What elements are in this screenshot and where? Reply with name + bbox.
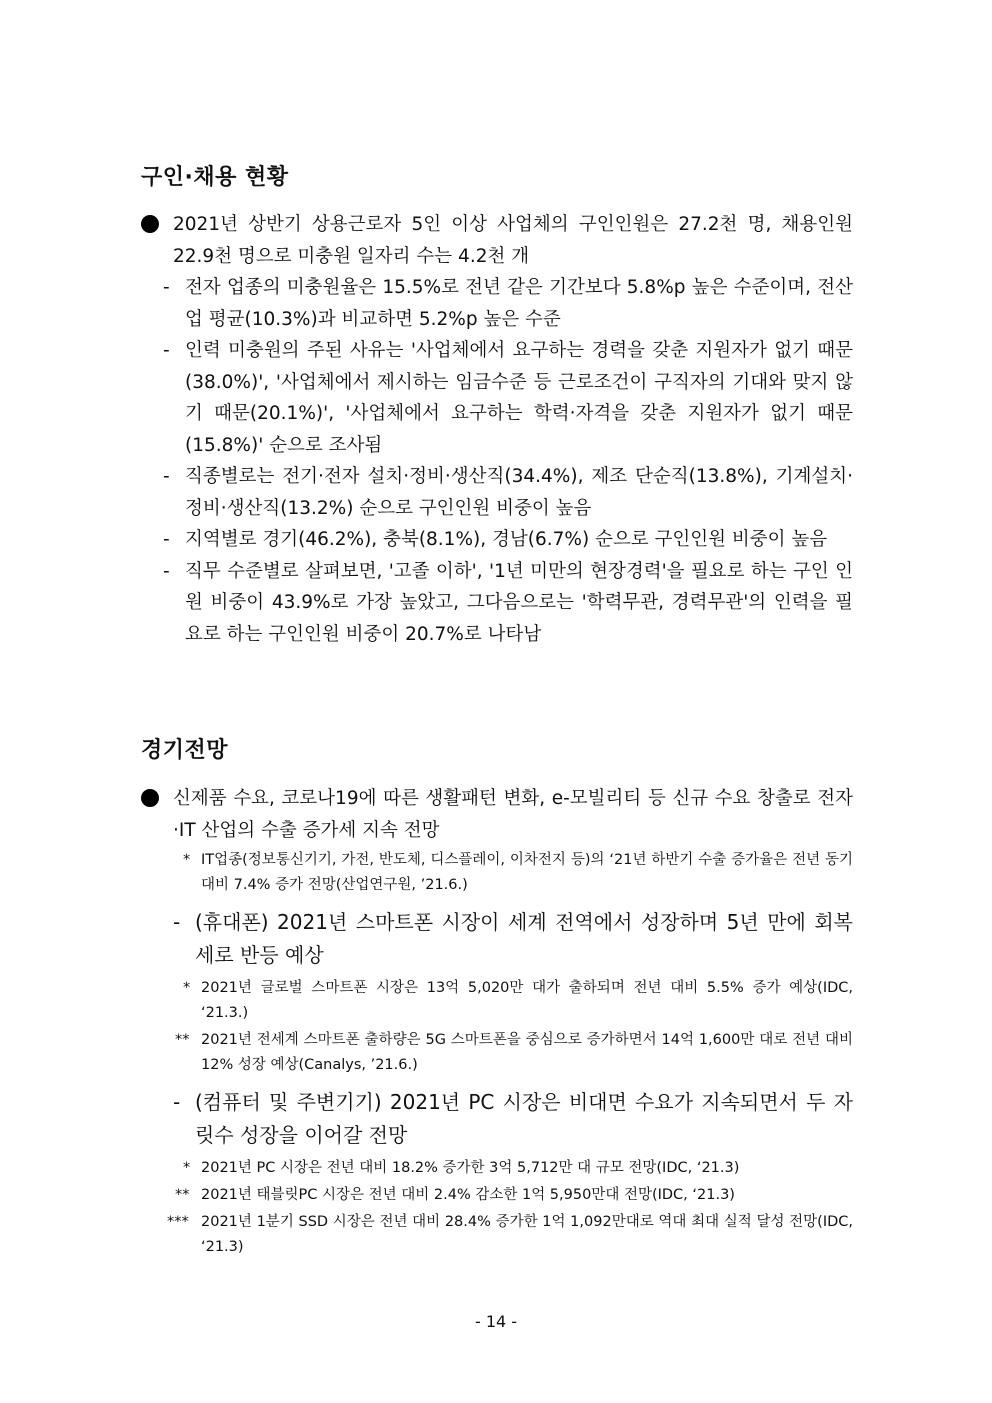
- footnote-marker: *: [183, 980, 191, 996]
- bullet-item-outlook-summary: [141, 783, 853, 846]
- footnote: [141, 976, 853, 1026]
- footnote: [141, 848, 853, 898]
- list-item: [141, 272, 853, 335]
- list-item-text: (휴대폰) 2021년 스마트폰 시장이 세계 전역에서 성장하며 5년 만에 회복세로 반등 예상: [195, 910, 853, 967]
- footnote-text: IT업종(정보통신기기, 가전, 반도체, 디스플레이, 이차전지 등)의 ‘21년 하반기 수출 증가율은 전년 동기 대비 7.4% 증가 전망(산업연구원, ’21.6.): [201, 852, 853, 893]
- list-item-text: 직종별로는 전기·전자 설치·정비·생산직(34.4%), 제조 단순직(13.8%), 기계설치·정비·생산직(13.2%) 순으로 구인인원 비중이 높음: [185, 466, 853, 519]
- list-item-text: 지역별로 경기(46.2%), 충북(8.1%), 경남(6.7%) 순으로 구인인원 비중이 높음: [185, 529, 828, 550]
- footnote-marker: *: [183, 852, 191, 868]
- list-item-text: 인력 미충원의 주된 사유는 '사업체에서 요구하는 경력을 갖춘 지원자가 없기 때문(38.0%)', '사업체에서 제시하는 임금수준 등 근로조건이 구직자의 기대와 맞지 않기 때문(20.1%)', '사업체에서 요구하는 학력·자격을 갖춘 지원자가 없기 때문(15.8%)' 순으로 조사됨: [185, 340, 853, 456]
- dash-marker: -: [163, 277, 170, 298]
- list-item-text: (컴퓨터 및 주변기기) 2021년 PC 시장은 비대면 수요가 지속되면서 두 자릿수 성장을 이어갈 전망: [195, 1090, 853, 1147]
- footnote-marker: **: [175, 1187, 190, 1203]
- dash-marker: -: [173, 1090, 181, 1114]
- list-item-phone: [141, 906, 853, 972]
- dash-marker: -: [163, 560, 170, 582]
- list-item: [141, 556, 853, 651]
- footnote-marker: **: [175, 1032, 190, 1048]
- footnote-text: 2021년 PC 시장은 전년 대비 18.2% 증가한 3억 5,712만 대 규모 전망(IDC, ‘21.3): [201, 1160, 740, 1176]
- footnote-text: 2021년 태블릿PC 시장은 전년 대비 2.4% 감소한 1억 5,950만대 전망(IDC, ‘21.3): [201, 1187, 735, 1203]
- bullet-dot-icon: [141, 789, 159, 807]
- dash-marker: -: [163, 340, 170, 361]
- footnote-text: 2021년 전세계 스마트폰 출하량은 5G 스마트폰을 중심으로 증가하면서 14억 1,600만 대로 전년 대비 12% 성장 예상(Canalys, ’21.6.): [201, 1032, 853, 1073]
- list-item: [141, 461, 853, 524]
- footnote-marker: ***: [167, 1214, 189, 1230]
- dash-marker: -: [163, 529, 170, 550]
- list-item-text: 직무 수준별로 살펴보면, '고졸 이하', '1년 미만의 현장경력'을 필요로 하는 구인 인원 비중이 43.9%로 가장 높았고, 그다음으로는 '학력무관, 경력무관'의 인력을 필요로 하는 구인인원 비중이 20.7%로 나타남: [185, 560, 853, 645]
- footnote-text: 2021년 글로벌 스마트폰 시장은 13억 5,020만 대가 출하되며 전년 대비 5.5% 증가 예상(IDC, ‘21.3.): [201, 980, 853, 1021]
- bullet-dot-icon: [141, 215, 159, 233]
- bullet-text: 신제품 수요, 코로나19에 따른 생활패턴 변화, e-모빌리티 등 신규 수요 창출로 전자·IT 산업의 수출 증가세 지속 전망: [173, 788, 853, 841]
- list-item-pc: [141, 1086, 853, 1152]
- dash-marker: -: [163, 466, 170, 487]
- footnote-text: 2021년 1분기 SSD 시장은 전년 대비 28.4% 증가한 1억 1,092만대로 역대 최대 실적 달성 전망(IDC, ‘21.3): [201, 1214, 853, 1255]
- list-item: [141, 335, 853, 461]
- section-heading-outlook: 경기전망: [141, 738, 229, 763]
- footnote: [141, 1183, 853, 1208]
- outlook-content: [141, 783, 853, 1260]
- section-heading-hiring: 구인·채용 현황: [141, 165, 289, 190]
- footnote: [141, 1028, 853, 1078]
- page-number: - 14 -: [474, 1312, 518, 1331]
- list-item: [141, 524, 853, 556]
- footnote: [141, 1156, 853, 1181]
- footnote-marker: *: [183, 1160, 191, 1176]
- bullet-text: 2021년 상반기 상용근로자 5인 이상 사업체의 구인인원은 27.2천 명, 채용인원 22.9천 명으로 미충원 일자리 수는 4.2천 개: [173, 214, 853, 267]
- dash-marker: -: [173, 910, 181, 934]
- hiring-content: [141, 209, 853, 650]
- bullet-item-hiring-summary: [141, 209, 853, 272]
- footnote: [141, 1210, 853, 1260]
- list-item-text: 전자 업종의 미충원율은 15.5%로 전년 같은 기간보다 5.8%p 높은 수준이며, 전산업 평균(10.3%)과 비교하면 5.2%p 높은 수준: [185, 277, 853, 330]
